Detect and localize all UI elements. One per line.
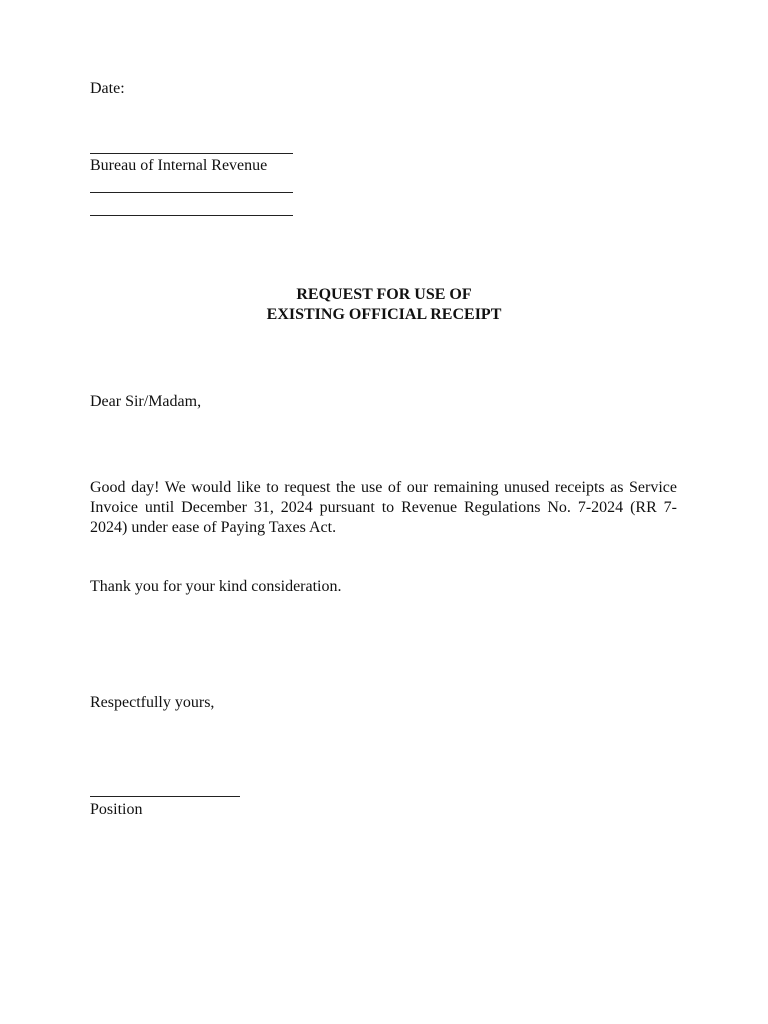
signature-blank [90,796,240,797]
position-label: Position [90,801,143,818]
addressee-name-blank [90,153,293,154]
closing-line: Respectfully yours, [90,694,215,711]
salutation: Dear Sir/Madam, [90,393,202,410]
letter-title-line-1: REQUEST FOR USE OF [296,286,472,303]
body-paragraph: Good day! We would like to request the use of our remaining unused receipts as Service Invoice until December 31, 2024 pursuant to Revenue Regulations No. 7-2024 (RR 7-2024) under ease of Paying Taxes Act. [90,479,677,536]
addressee-city-blank [90,215,293,216]
thanks-line: Thank you for your kind consideration. [90,578,342,595]
addressee-address-blank [90,192,293,193]
date-label: Date: [90,80,125,97]
letter-title-line-2: EXISTING OFFICIAL RECEIPT [266,306,502,323]
addressee-agency: Bureau of Internal Revenue [90,157,268,174]
letter-title [0,285,768,325]
